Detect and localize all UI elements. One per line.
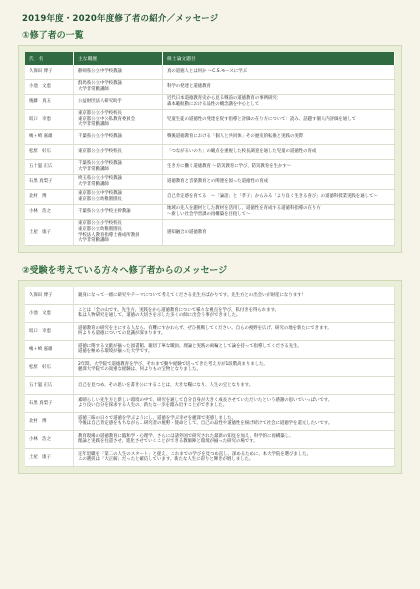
- message-author-cell: [25, 430, 74, 448]
- graduates-table: [25, 52, 395, 246]
- message-author: 土屋 康子: [29, 454, 51, 460]
- messages-table: [25, 287, 395, 467]
- graduate-affiliation: 東京都公立小学校校長 東京都公立幼稚園園長 学校法人教育指導士養成所教員 大学非常勤講師: [78, 221, 140, 244]
- graduate-name-cell: [25, 205, 74, 220]
- graduate-name: 北村 博: [29, 194, 47, 200]
- graduate-thesis: 生き方に働く道徳教育 〜防災教育に学び、防災教育を生かす〜: [167, 164, 292, 170]
- message-text: 定年退職を「第二の人生のスタート」と捉え、これまでの学びを見つめ直し、深めるために、本大学院を選びました。 この選択は「大正解」だったと確信しています。新たな人生に彩りと輝きが増しました。: [78, 451, 311, 463]
- graduate-name-cell: [25, 65, 74, 80]
- graduate-thesis: 自己肯定感を育てる 〜「論語」と「孝子」からみる「より良く生きる喜び」の道徳科授業実践を通して〜: [167, 194, 378, 200]
- graduate-name-cell: [25, 80, 74, 95]
- table-row: [25, 160, 395, 175]
- message-author: 久保田 博子: [29, 292, 53, 298]
- graduate-thesis-cell: [163, 80, 395, 95]
- message-author-cell: [25, 448, 74, 466]
- graduate-affiliation-cell: [74, 95, 163, 110]
- table-row: [25, 95, 395, 110]
- graduate-affiliation-cell: [74, 130, 163, 145]
- message-author: 坂口 幸恵: [29, 328, 51, 334]
- graduate-affiliation-cell: [74, 160, 163, 175]
- table-row: [25, 145, 395, 160]
- message-author-cell: [25, 358, 74, 376]
- message-text: 2年間、大学院で道徳教育を学び、それまで勤や経験で培ってきた考え方が1段階高まりました。 麗澤大学院での貴重な経験は、何よりもの宝物となりました。: [78, 361, 268, 373]
- message-text-cell: [74, 287, 395, 305]
- header-name: 氏 名: [25, 52, 74, 65]
- graduates-table-header: [25, 52, 395, 65]
- message-text-cell: [74, 358, 395, 376]
- graduate-name-cell: [25, 190, 74, 205]
- graduate-thesis: 「つながるいのち」の観点を重視した校長調査を通した児童の道徳性の育成: [167, 149, 317, 155]
- message-text-cell: [74, 376, 395, 394]
- graduate-affiliation: 静岡県公立中学校教諭: [78, 69, 122, 75]
- graduate-thesis: 道徳教育と音楽教育との関連を図った道徳性の育成: [167, 179, 268, 185]
- table-row: [25, 190, 395, 205]
- graduate-name: 石黒 真梨子: [29, 179, 53, 185]
- table-row: [25, 322, 395, 340]
- graduate-thesis-cell: [163, 220, 395, 246]
- graduate-name-cell: [25, 145, 74, 160]
- table-row: [25, 205, 395, 220]
- message-text: 道徳三昧の日々で道徳を学ぶようにし、道徳を学ぶ幸せを麗澤で実感しました。 今後は自己肯定感をもちながら…研究者の視野・使命として、自己の品性や道徳性を揚げ続けて社会に道徳学を還元したいです。: [78, 415, 333, 427]
- message-text-cell: [74, 394, 395, 412]
- table-row: [25, 340, 395, 358]
- graduate-name: 後藤 真五: [29, 99, 51, 105]
- graduate-affiliation-cell: [74, 175, 163, 190]
- graduate-name: 嶋ヶ崎 嘉雄: [29, 134, 53, 140]
- graduate-affiliation: 群馬県公立中学校教諭 大学非常勤講師: [78, 81, 122, 92]
- message-author-cell: [25, 376, 74, 394]
- table-row: [25, 130, 395, 145]
- messages-panel: [18, 280, 402, 474]
- graduate-thesis: 児童生徒の道徳性の発達を促す指導と評価の在り方について：読み、話題す個人内評価を通して: [167, 116, 356, 122]
- page-title: 2019年度・2020年度修了者の紹介／メッセージ: [22, 14, 219, 24]
- graduate-name: 久保田 博子: [29, 69, 53, 75]
- graduate-thesis-cell: [163, 110, 395, 130]
- graduate-thesis-cell: [163, 205, 395, 220]
- table-row: [25, 358, 395, 376]
- table-row: [25, 110, 395, 130]
- message-author: 石黒 真梨子: [29, 400, 53, 406]
- message-text: 素晴らしい先生方と新しい環境の中で、研究を通して自分自身が大きく成長させていただいたという感謝の思いでいっぱいです。 より良い自分を探求する人生の、新たな一歩を踏み出すことができました。: [78, 397, 333, 409]
- table-row: [25, 220, 395, 246]
- graduate-affiliation: 公益財団法人研究助手: [78, 99, 122, 105]
- graduates-table-body: [25, 65, 395, 245]
- graduate-affiliation-cell: [74, 110, 163, 130]
- message-author-cell: [25, 287, 74, 305]
- graduate-thesis: 感知融合の道徳教育: [167, 229, 207, 235]
- table-row: [25, 394, 395, 412]
- message-text: 道徳教育の研究を主にする人なら、有難にすかわらず、ぜひ挑戦してください。自らの視野を広げ、研究の地を新たにできます。 何よりも道徳についての見識が深まります。: [78, 325, 332, 337]
- graduate-name-cell: [25, 130, 74, 145]
- graduate-affiliation-cell: [74, 205, 163, 220]
- graduate-affiliation: 千葉県公立小学校主幹教諭: [78, 209, 131, 215]
- message-author: 嶋ヶ崎 嘉雄: [29, 346, 53, 352]
- graduate-name-cell: [25, 175, 74, 190]
- graduate-name-cell: [25, 220, 74, 246]
- graduate-thesis-cell: [163, 65, 395, 80]
- graduate-affiliation: 千葉県公立小学校教諭 大学非常勤講師: [78, 161, 122, 173]
- graduate-affiliation: 千葉県公立小学校教諭: [78, 134, 122, 140]
- graduate-thesis: 科学の発達と道徳教育: [167, 84, 211, 90]
- message-author-cell: [25, 322, 74, 340]
- graduate-affiliation-cell: [74, 220, 163, 246]
- message-author-cell: [25, 304, 74, 322]
- graduate-thesis: 近代日本道徳教育史から見る戦前の道徳教育の事例研究： 森本範航動における品性の概念講を中心として: [167, 96, 282, 107]
- graduate-affiliation-cell: [74, 80, 163, 95]
- graduate-thesis-cell: [163, 95, 395, 110]
- table-row: [25, 287, 395, 305]
- message-author: 五十嵐 正広: [29, 382, 53, 388]
- graduate-thesis-cell: [163, 175, 395, 190]
- graduate-thesis: 真の道徳人とは何か 〜C.S.モースに学ぶ: [167, 69, 247, 75]
- section2-title: ②受験を考えている方々へ修了者からのメッセージ: [22, 265, 228, 276]
- message-text-cell: [74, 340, 395, 358]
- message-text: 教育現場の道徳教育に臨和学・心理学、さらには諸外国で研究された最新の知見を加え、科学的に再構築し、 理論と実践を往還させ、進化させていくことができる教師陣と環境が揃った研究の場です。: [78, 433, 294, 445]
- messages-table-body: [25, 287, 395, 467]
- graduate-affiliation: 東京都公立中学校教諭 東京都公立幼稚園園長: [78, 191, 122, 203]
- message-author-cell: [25, 340, 74, 358]
- table-row: [25, 376, 395, 394]
- graduate-thesis-cell: [163, 160, 395, 175]
- graduate-name-cell: [25, 95, 74, 110]
- message-text-cell: [74, 322, 395, 340]
- graduate-thesis: 戦後道徳教育における「個人と共同体」その歴史的転換と実践の実際: [167, 134, 304, 140]
- graduate-affiliation: 東京都公立小学校校長 東京都公立中公私教育委員会 大学非常勤講師: [78, 111, 136, 128]
- header-affiliation: 主な職歴: [74, 52, 163, 65]
- table-row: [25, 80, 395, 95]
- graduates-panel: [18, 45, 402, 253]
- graduate-name: 五十嵐 正広: [29, 164, 53, 170]
- table-row: [25, 304, 395, 322]
- message-author: 北村 博: [29, 418, 47, 424]
- table-row: [25, 65, 395, 80]
- message-author: 小池 文恵: [29, 310, 51, 316]
- graduate-affiliation-cell: [74, 190, 163, 205]
- graduate-name: 小池 文恵: [29, 84, 51, 90]
- table-row: [25, 448, 395, 466]
- graduate-name-cell: [25, 110, 74, 130]
- graduate-thesis-cell: [163, 145, 395, 160]
- message-text: ことは「全の山です。先生方、実践をから道徳教育について様々な視点を学び、私付きを得られます。 私は人物研究を通して、道徳の大切さを示した多くの師に出会う事ができました。: [78, 307, 280, 319]
- graduate-name: 土屋 康子: [29, 229, 51, 235]
- message-text-cell: [74, 304, 395, 322]
- graduate-thesis: 地域の先人を題材とした教材を活用し、道徳性を育成する道徳科指導の在り方 〜新しい社会学習課の再構築を目指して〜: [167, 206, 321, 218]
- graduate-affiliation: 東京都公立小学校校長: [78, 149, 122, 155]
- message-text: 親身になって一緒に研究やテーマについて考えてくださる先生方ばかりです。先生方との出会いが財産になります！: [78, 292, 306, 298]
- message-text: 道徳に関する文献が揃った図書館、親切丁寧な職員、理論と実践の両輪として論を持って指導してくださる先生。 道徳を極める環境が揃った大学です。: [78, 343, 302, 355]
- graduate-name: 小林 浩之: [29, 209, 51, 215]
- header-thesis: 修士論文題目: [163, 52, 395, 65]
- graduate-affiliation: 埼玉県公立小学校教諭 大学非常勤講師: [78, 176, 122, 188]
- message-author-cell: [25, 394, 74, 412]
- graduate-thesis-cell: [163, 190, 395, 205]
- table-row: [25, 412, 395, 430]
- table-row: [25, 430, 395, 448]
- message-text-cell: [74, 430, 395, 448]
- message-text-cell: [74, 448, 395, 466]
- message-text: 自己を見つめ、その思いを書き公にすることは、大きな糧になり、人生の宝となります。: [78, 382, 254, 388]
- graduate-name-cell: [25, 160, 74, 175]
- message-text-cell: [74, 412, 395, 430]
- message-author: 小林 浩之: [29, 436, 51, 442]
- message-author-cell: [25, 412, 74, 430]
- section1-title: ①修了者の一覧: [22, 31, 84, 41]
- message-author: 松原 好広: [29, 364, 51, 370]
- graduate-name: 松原 好広: [29, 149, 51, 155]
- graduate-name: 坂口 幸恵: [29, 116, 51, 122]
- table-row: [25, 175, 395, 190]
- graduate-affiliation-cell: [74, 65, 163, 80]
- graduate-affiliation-cell: [74, 145, 163, 160]
- graduate-thesis-cell: [163, 130, 395, 145]
